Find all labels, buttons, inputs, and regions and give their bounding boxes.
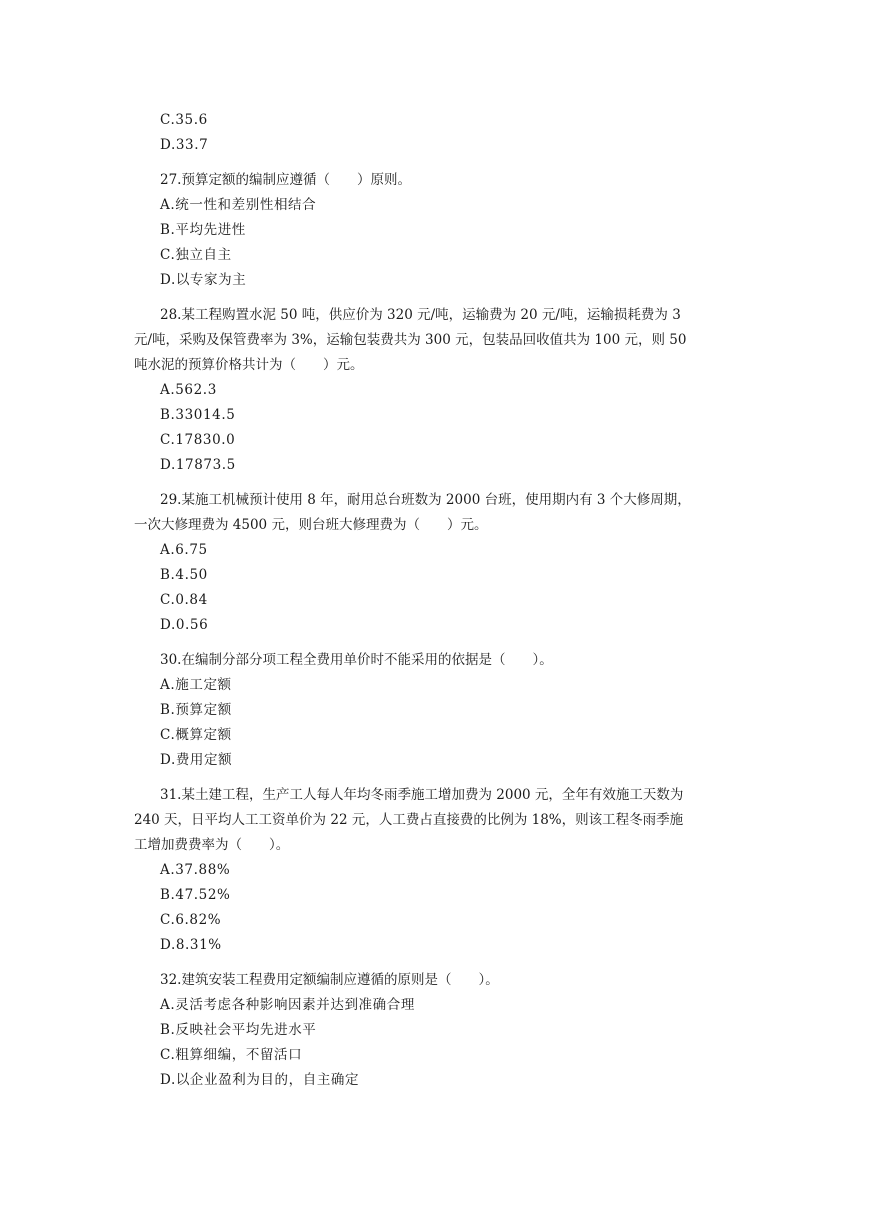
option-b: B.反映社会平均先进水平 — [160, 1022, 317, 1038]
option-b: B.4.50 — [160, 567, 208, 583]
question-31 — [134, 783, 749, 958]
question-text-line-1: 28.某工程购置水泥 50 吨，供应价为 320 元/吨，运输费为 20 元/吨，运输损耗费为 3 — [160, 307, 681, 323]
option-d: D.8.31% — [160, 937, 222, 953]
question-text: 27.预算定额的编制应遵循（ ）原则。 — [160, 172, 411, 188]
question-text-line-2: 240 天，日平均人工工资单价为 22 元，人工费占直接费的比例为 18%，则该工程冬雨季施 — [134, 812, 684, 828]
question-text-line-2: 一次大修理费为 4500 元，则台班大修理费为（ ）元。 — [134, 517, 488, 533]
option-d: D.以专家为主 — [160, 272, 247, 288]
option-c: C.0.84 — [160, 592, 208, 608]
question-32 — [160, 968, 749, 1093]
option-c: C.独立自主 — [160, 247, 232, 263]
option-d: D.0.56 — [160, 617, 209, 633]
question-text: 32.建筑安装工程费用定额编制应遵循的原则是（ ）。 — [160, 972, 499, 988]
option-d: D.33.7 — [160, 137, 209, 153]
question-text-line-1: 29.某施工机械预计使用 8 年，耐用总台班数为 2000 台班，使用期内有 3 个大修周期， — [160, 492, 691, 508]
option-a: A.562.3 — [160, 382, 217, 398]
option-a: A.37.88% — [160, 862, 231, 878]
option-c: C.6.82% — [160, 912, 222, 928]
question-27 — [160, 168, 749, 293]
option-d: D.费用定额 — [160, 752, 233, 768]
question-28 — [134, 303, 749, 478]
question-29 — [134, 488, 749, 638]
question-30 — [160, 648, 749, 773]
previous-question-options — [160, 108, 749, 158]
option-c: C.粗算细编，不留活口 — [160, 1047, 303, 1063]
option-a: A.施工定额 — [160, 677, 232, 693]
option-c: C.17830.0 — [160, 432, 236, 448]
question-text-line-3: 工增加费费率为（ ）。 — [134, 837, 290, 853]
option-d: D.以企业盈利为目的，自主确定 — [160, 1072, 360, 1088]
question-text-line-2: 元/吨，采购及保管费率为 3%，运输包装费共为 300 元，包装品回收值共为 100 元，则 50 — [134, 332, 687, 348]
question-text: 30.在编制分部分项工程全费用单价时不能采用的依据是（ ）。 — [160, 652, 553, 668]
option-a: A.灵活考虑各种影响因素并达到准确合理 — [160, 997, 415, 1013]
option-a: A.统一性和差别性相结合 — [160, 197, 317, 213]
option-d: D.17873.5 — [160, 457, 236, 473]
option-c: C.35.6 — [160, 112, 208, 128]
option-b: B.47.52% — [160, 887, 231, 903]
option-b: B.平均先进性 — [160, 222, 246, 238]
option-a: A.6.75 — [160, 542, 208, 558]
option-b: B.预算定额 — [160, 702, 232, 718]
option-c: C.概算定额 — [160, 727, 232, 743]
question-text-line-1: 31.某土建工程，生产工人每人年均冬雨季施工增加费为 2000 元，全年有效施工天数为 — [160, 787, 684, 803]
question-text-line-3: 吨水泥的预算价格共计为（ ）元。 — [134, 357, 364, 373]
option-b: B.33014.5 — [160, 407, 236, 423]
